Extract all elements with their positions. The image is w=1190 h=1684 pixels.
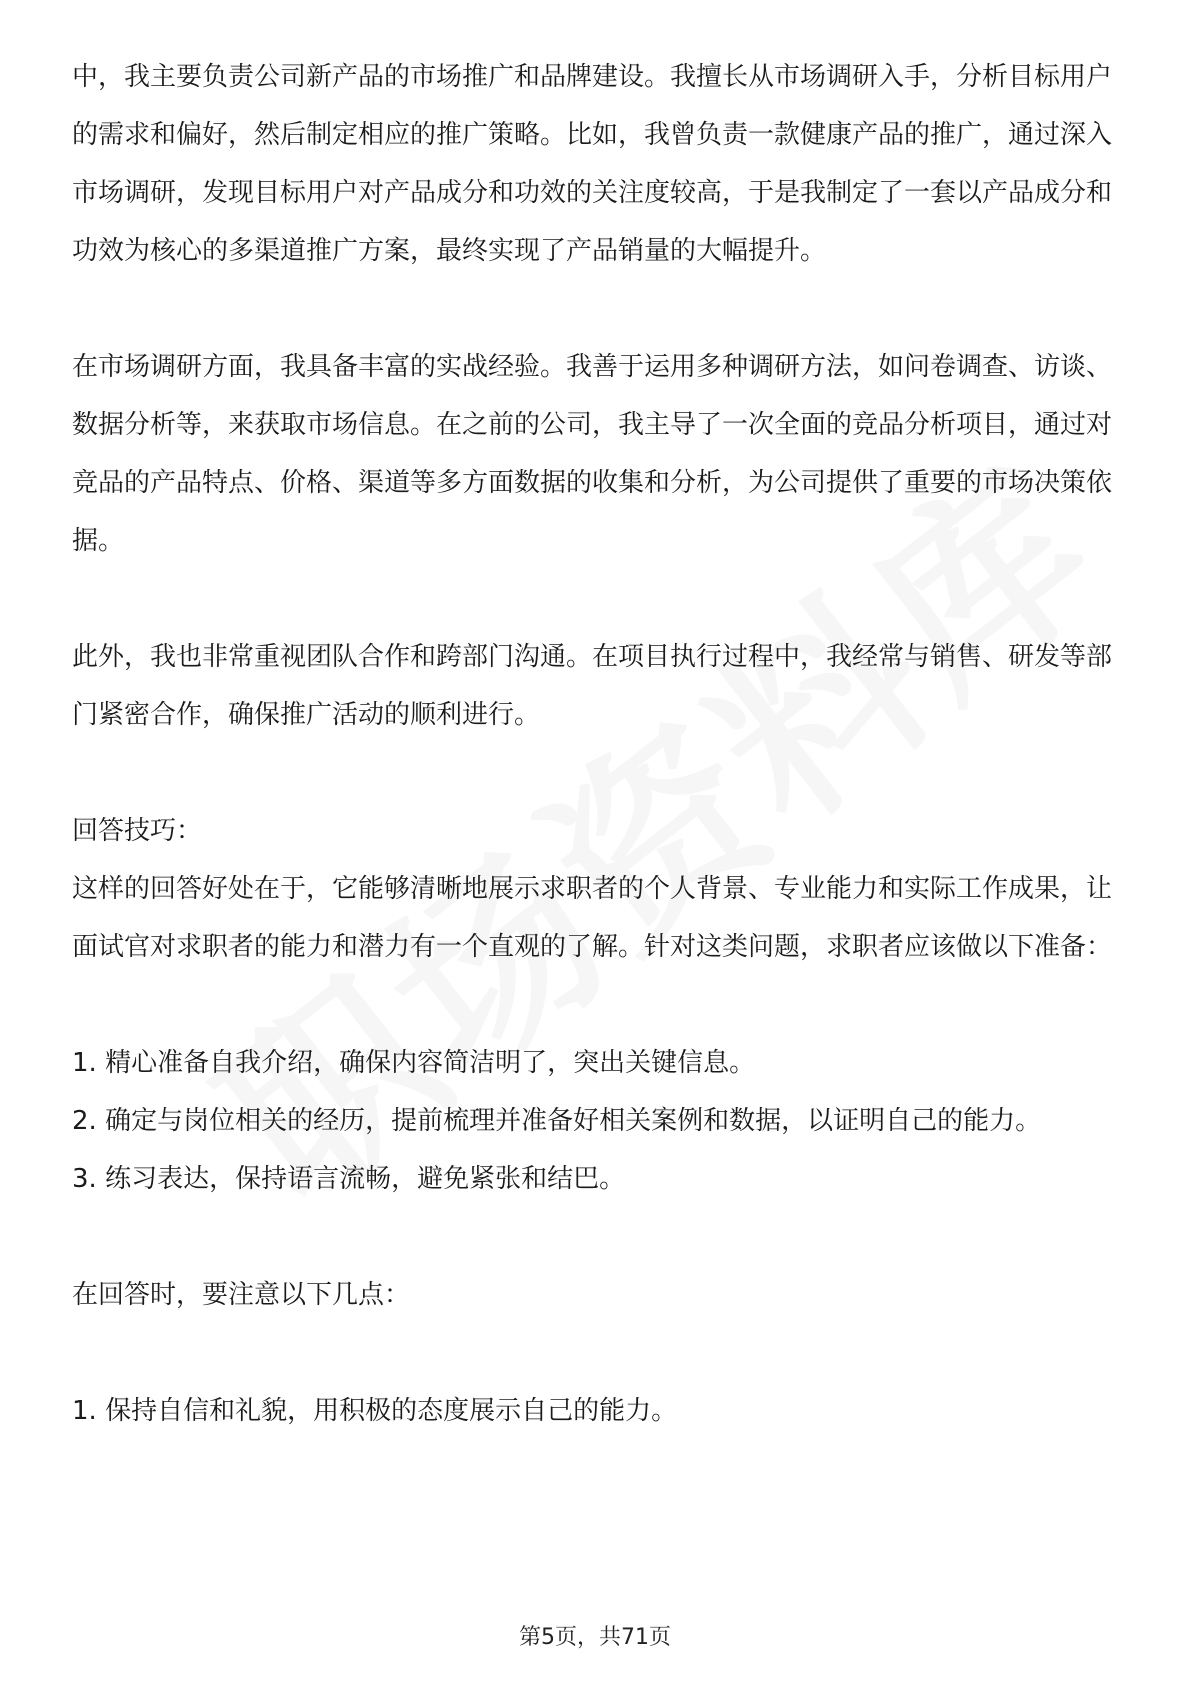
tips-heading: 回答技巧： <box>72 816 203 846</box>
notes-heading: 在回答时，要注意以下几点： <box>72 1280 411 1310</box>
document-body <box>72 48 1122 1440</box>
tips-body: 这样的回答好处在于，它能够清晰地展示求职者的个人背景、专业能力和实际工作成果，让面试官对求职者的能力和潜力有一个直观的了解。针对这类问题，求职者应该做以下准备： <box>72 874 1113 962</box>
prep-item-2: 2. 确定与岗位相关的经历，提前梳理并准备好相关案例和数据，以证明自己的能力。 <box>72 1106 1042 1136</box>
paragraph-research: 在市场调研方面，我具备丰富的实战经验。我善于运用多种调研方法，如问卷调查、访谈、数据分析等，来获取市场信息。在之前的公司，我主导了一次全面的竞品分析项目，通过对竞品的产品特点、价格、渠道等多方面数据的收集和分析，为公司提供了重要的市场决策依据。 <box>72 352 1113 556</box>
paragraph-teamwork: 此外，我也非常重视团队合作和跨部门沟通。在项目执行过程中，我经常与销售、研发等部门紧密合作，确保推广活动的顺利进行。 <box>72 642 1113 730</box>
prep-item-1: 1. 精心准备自我介绍，确保内容简洁明了，突出关键信息。 <box>72 1048 756 1078</box>
page-number-footer: 第5页，共71页 <box>519 1625 671 1650</box>
notes-item-1: 1. 保持自信和礼貌，用积极的态度展示自己的能力。 <box>72 1396 678 1426</box>
paragraph-experience: 中，我主要负责公司新产品的市场推广和品牌建设。我擅长从市场调研入手，分析目标用户的需求和偏好，然后制定相应的推广策略。比如，我曾负责一款健康产品的推广，通过深入市场调研，发现目标用户对产品成分和功效的关注度较高，于是我制定了一套以产品成分和功效为核心的多渠道推广方案，最终实现了产品销量的大幅提升。 <box>72 62 1113 266</box>
prep-item-3: 3. 练习表达，保持语言流畅，避免紧张和结巴。 <box>72 1164 626 1194</box>
